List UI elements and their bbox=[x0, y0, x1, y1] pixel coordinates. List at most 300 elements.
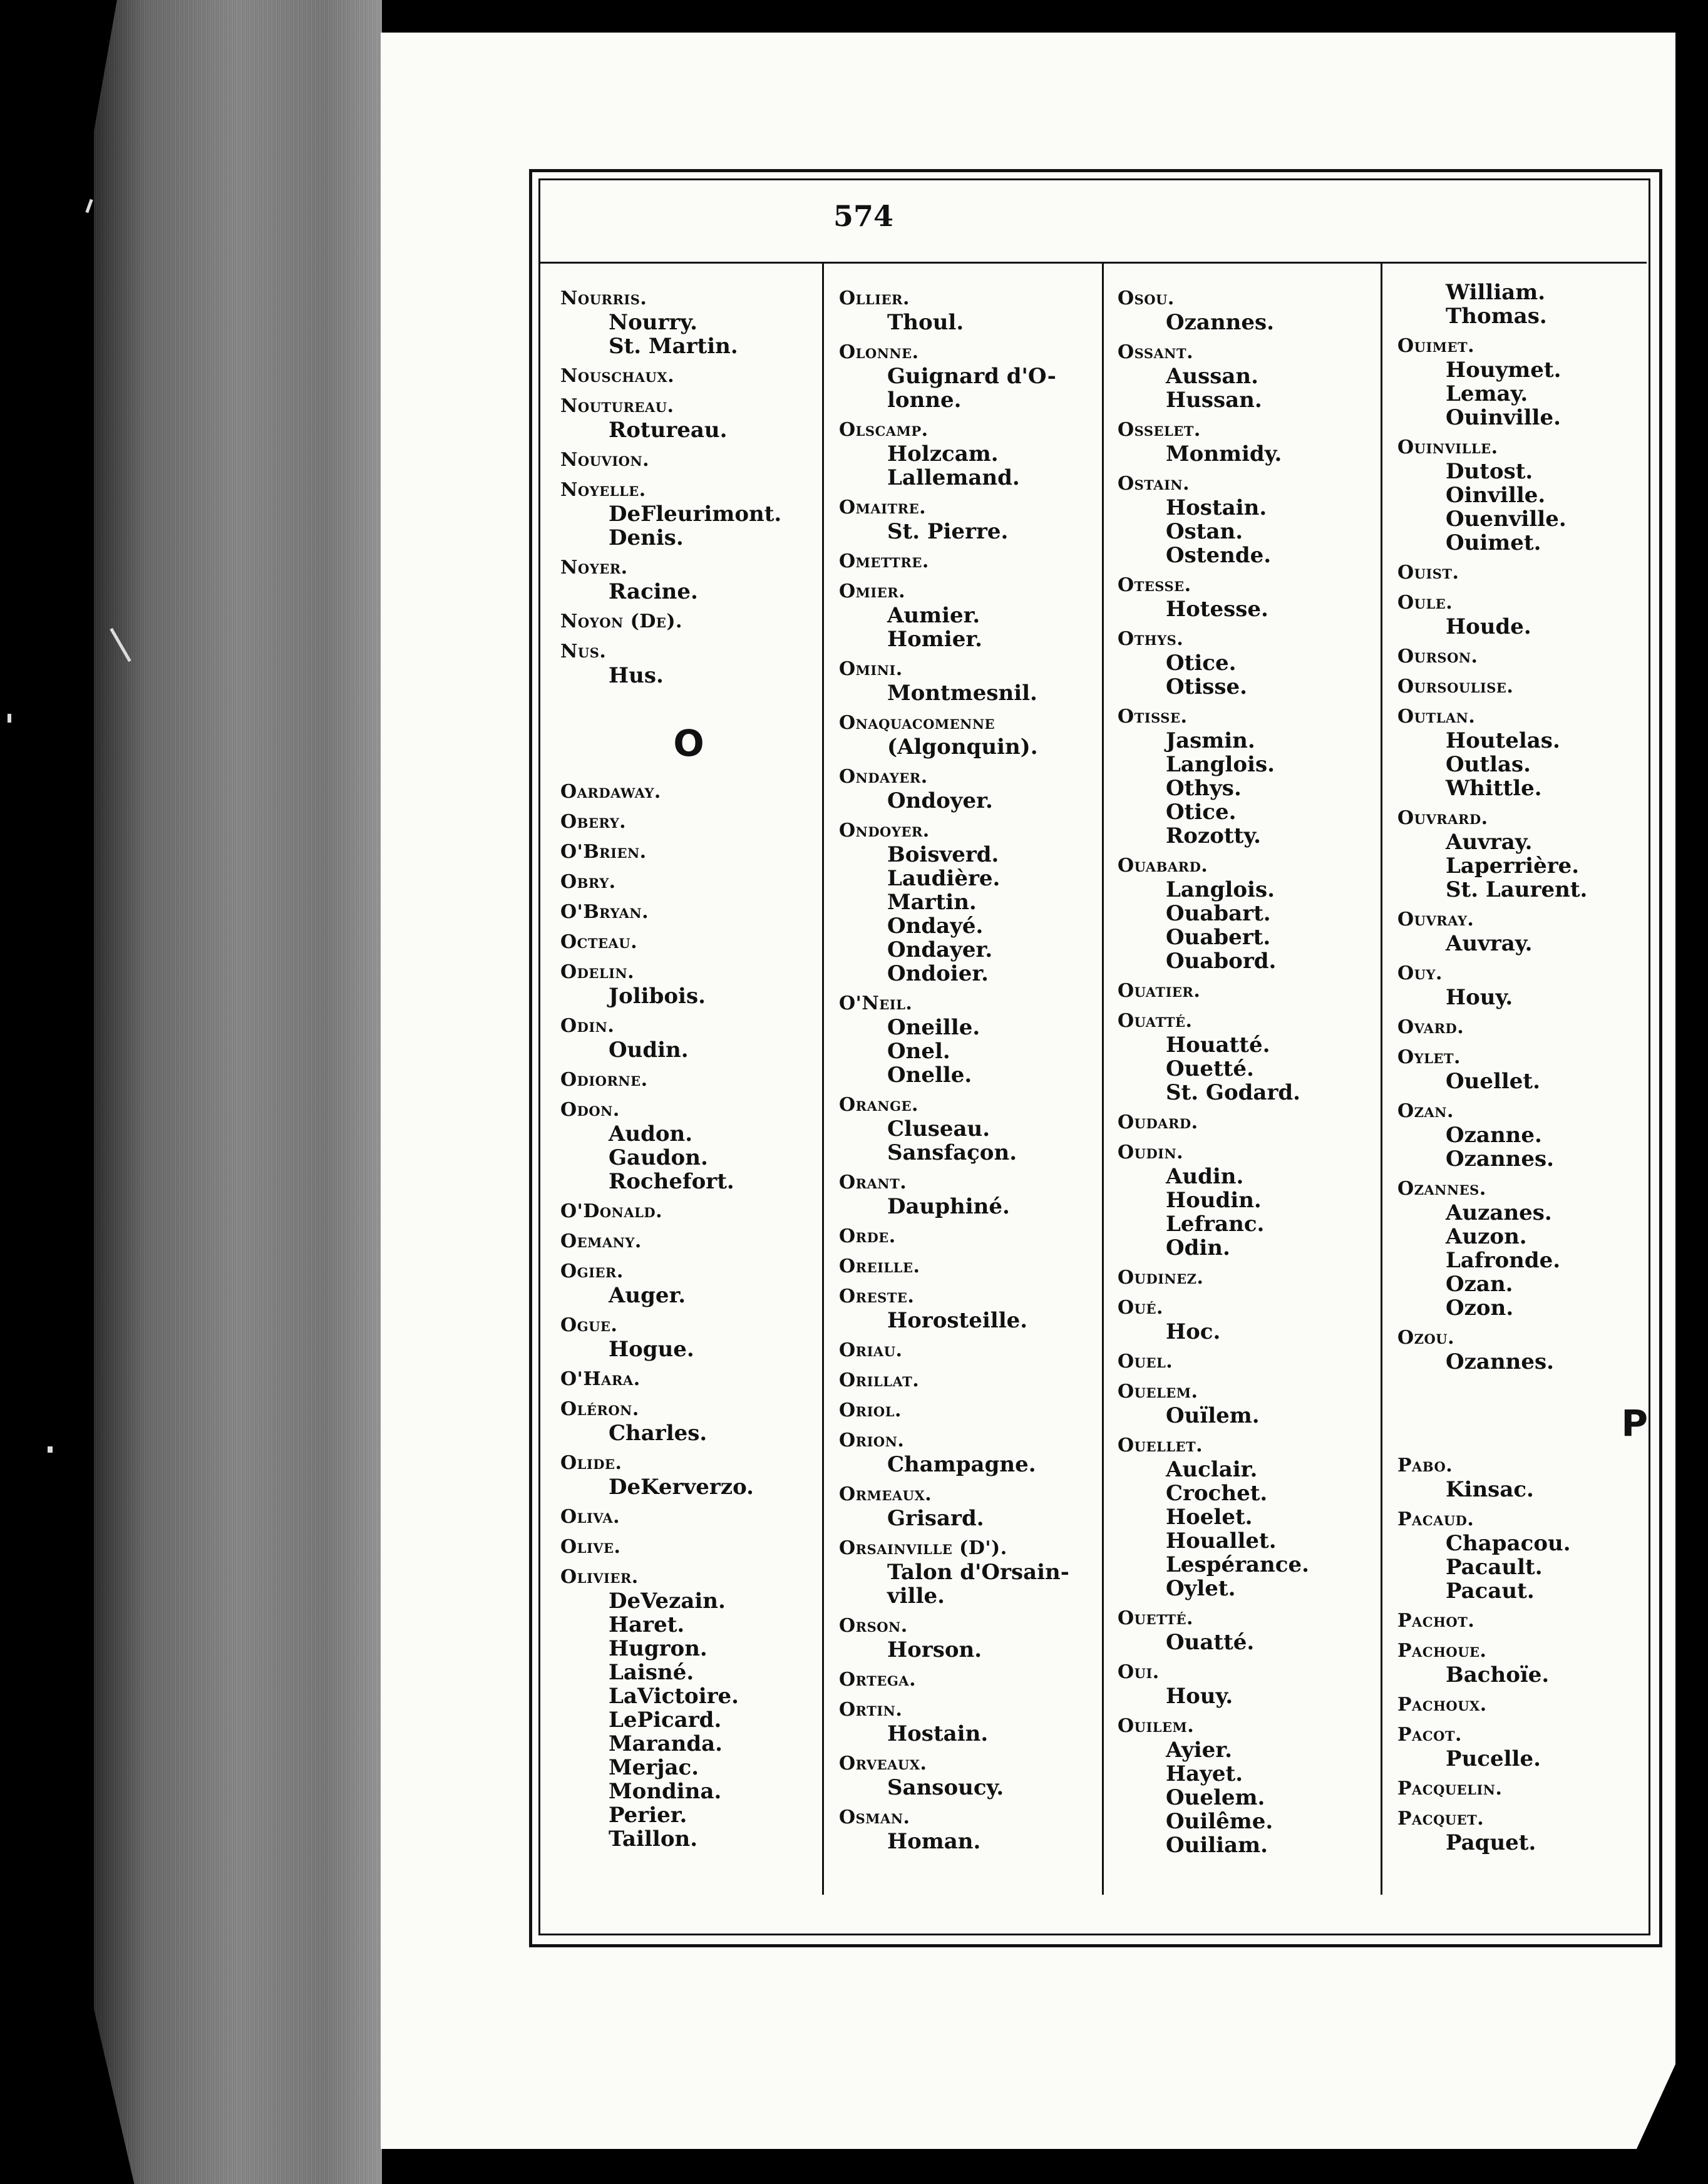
name-entry bbox=[560, 1565, 817, 1851]
entry-alias: Sansoucy. bbox=[887, 1775, 1004, 1800]
entry-alias: Ondayé. bbox=[887, 914, 984, 939]
entry-alias: Monmidy. bbox=[1166, 441, 1282, 466]
entry-surname: Oui. bbox=[1118, 1661, 1160, 1683]
entry-alias: Sansfaçon. bbox=[887, 1140, 1017, 1165]
entry-surname: Ouatté. bbox=[1118, 1010, 1193, 1032]
entry-alias: Ouenville. bbox=[1446, 507, 1567, 532]
entry-surname: Olonne. bbox=[839, 341, 919, 363]
entry-surname: Ollier. bbox=[839, 287, 910, 309]
entry-alias: Otice. bbox=[1166, 800, 1237, 825]
entry-surname: Ovard. bbox=[1397, 1016, 1464, 1038]
entry-surname: Oardaway. bbox=[560, 781, 661, 803]
name-entry bbox=[560, 870, 817, 894]
entry-alias: LaVictoire. bbox=[609, 1684, 739, 1709]
entry-alias: Charles. bbox=[609, 1421, 707, 1446]
entry-alias: Champagne. bbox=[887, 1452, 1036, 1477]
entry-surname: Ouilem. bbox=[1118, 1715, 1195, 1737]
entry-surname: O'Neil. bbox=[839, 992, 913, 1014]
name-entry bbox=[560, 448, 817, 472]
entry-surname: Ozou. bbox=[1397, 1327, 1455, 1349]
name-entry bbox=[839, 1806, 1096, 1853]
entry-surname: Ozan. bbox=[1397, 1100, 1454, 1122]
entry-surname: Orange. bbox=[839, 1094, 918, 1116]
entry-alias: Rochefort. bbox=[609, 1169, 734, 1194]
entry-surname: Odelin. bbox=[560, 961, 635, 983]
name-entry bbox=[1397, 1326, 1654, 1374]
entry-alias: DeKerverzo. bbox=[609, 1475, 754, 1500]
name-entry bbox=[1118, 1607, 1374, 1654]
entry-surname: Oué. bbox=[1118, 1297, 1163, 1319]
entry-surname: Osman. bbox=[839, 1806, 910, 1828]
entry-surname: Noyon (De). bbox=[560, 610, 682, 632]
name-entry bbox=[1118, 1380, 1374, 1428]
entry-alias: Rotureau. bbox=[609, 418, 728, 443]
name-entry bbox=[1118, 854, 1374, 973]
entry-alias: Dauphiné. bbox=[887, 1194, 1010, 1219]
entry-surname: Pachot. bbox=[1397, 1610, 1475, 1632]
name-entry bbox=[1397, 1639, 1654, 1687]
entry-surname: Orillat. bbox=[839, 1369, 920, 1391]
page-number: 574 bbox=[833, 199, 894, 233]
name-entry bbox=[1397, 281, 1654, 328]
entry-surname: Omaitre. bbox=[839, 497, 927, 518]
entry-alias: Audon. bbox=[609, 1121, 693, 1146]
name-entry bbox=[1397, 1693, 1654, 1717]
entry-alias: Auclair. bbox=[1166, 1457, 1258, 1482]
entry-surname: Orveaux. bbox=[839, 1753, 927, 1774]
entry-surname: Octeau. bbox=[560, 931, 638, 953]
entry-alias: Lafronde. bbox=[1446, 1248, 1561, 1273]
entry-alias: Aussan. bbox=[1166, 364, 1258, 389]
entry-alias: Homan. bbox=[887, 1829, 981, 1854]
entry-surname: Ozannes. bbox=[1397, 1178, 1486, 1200]
entry-surname: Othys. bbox=[1118, 628, 1184, 650]
name-entry bbox=[839, 1093, 1096, 1165]
entry-alias: Pucelle. bbox=[1446, 1746, 1541, 1771]
entry-surname: O'Hara. bbox=[560, 1368, 640, 1390]
name-entry bbox=[839, 1255, 1096, 1279]
entry-alias: Hostain. bbox=[887, 1721, 989, 1746]
entry-alias: Denis. bbox=[609, 525, 684, 550]
name-entry bbox=[839, 1537, 1096, 1608]
entry-alias: Guignard d'O- bbox=[887, 364, 1056, 389]
header-rule bbox=[540, 262, 1647, 264]
entry-alias: Hotesse. bbox=[1166, 597, 1268, 622]
entry-alias: Boisverd. bbox=[887, 842, 999, 867]
entry-alias: Ouatté. bbox=[1166, 1630, 1255, 1655]
name-entry bbox=[560, 810, 817, 834]
name-entry bbox=[560, 1260, 817, 1307]
entry-surname: Pacot. bbox=[1397, 1724, 1462, 1746]
entry-alias: Aumier. bbox=[887, 603, 980, 628]
entry-alias: Oylet. bbox=[1166, 1576, 1236, 1601]
name-entry bbox=[560, 1230, 817, 1254]
name-entry bbox=[839, 711, 1096, 759]
name-entry bbox=[1118, 1141, 1374, 1260]
entry-alias: Pacaut. bbox=[1446, 1579, 1535, 1604]
entry-surname: Nus. bbox=[560, 641, 607, 662]
name-entry bbox=[839, 1285, 1096, 1332]
entry-alias: Auvray. bbox=[1446, 830, 1533, 855]
entry-alias: St. Martin. bbox=[609, 334, 738, 359]
entry-surname: Oreste. bbox=[839, 1285, 915, 1307]
entry-alias: Lemay. bbox=[1446, 381, 1528, 406]
entry-alias: Hoelet. bbox=[1166, 1505, 1253, 1530]
entry-surname: O'Donald. bbox=[560, 1200, 663, 1222]
entry-surname: Orsainville (D'). bbox=[839, 1537, 1007, 1559]
name-entry bbox=[839, 341, 1096, 412]
name-entry bbox=[839, 1614, 1096, 1662]
entry-surname: Nourris. bbox=[560, 287, 647, 309]
name-entry bbox=[560, 930, 817, 954]
name-entry bbox=[839, 1483, 1096, 1530]
entry-alias: Ouabord. bbox=[1166, 949, 1277, 974]
name-entry bbox=[839, 550, 1096, 574]
entry-alias: Onelle. bbox=[887, 1063, 972, 1088]
entry-alias: Racine. bbox=[609, 579, 698, 604]
entry-surname: Oursoulise. bbox=[1397, 676, 1514, 698]
entry-surname: Ouimet. bbox=[1397, 335, 1475, 357]
entry-surname: Ossant. bbox=[1118, 341, 1194, 363]
name-entry bbox=[560, 1014, 817, 1062]
name-entry bbox=[1397, 1046, 1654, 1093]
entry-alias: Mondina. bbox=[609, 1779, 722, 1804]
entry-alias: St. Laurent. bbox=[1446, 877, 1588, 902]
entry-surname: Noutureau. bbox=[560, 395, 674, 417]
name-entry bbox=[839, 580, 1096, 651]
entry-alias: Oinville. bbox=[1446, 483, 1546, 508]
entry-surname: Osou. bbox=[1118, 287, 1175, 309]
entry-alias: Hostain. bbox=[1166, 495, 1267, 520]
name-entry bbox=[1397, 806, 1654, 902]
entry-alias: Lallemand. bbox=[887, 465, 1020, 490]
name-entry bbox=[1397, 1723, 1654, 1771]
entry-alias: Laudière. bbox=[887, 866, 1001, 891]
entry-surname: Orson. bbox=[839, 1615, 908, 1637]
entry-alias: Merjac. bbox=[609, 1755, 699, 1780]
entry-surname: Otisse. bbox=[1118, 706, 1188, 728]
name-entry bbox=[1118, 1296, 1374, 1344]
entry-alias: Langlois. bbox=[1166, 877, 1275, 902]
entry-alias: Otisse. bbox=[1166, 674, 1247, 699]
entry-alias: Odin. bbox=[1166, 1235, 1230, 1260]
name-entry bbox=[560, 287, 817, 358]
name-entry bbox=[1118, 627, 1374, 699]
entry-surname: Oriol. bbox=[839, 1399, 902, 1421]
name-entry bbox=[560, 556, 817, 604]
name-entry bbox=[560, 610, 817, 634]
name-entry bbox=[560, 1451, 817, 1499]
name-entry bbox=[560, 840, 817, 864]
name-entry bbox=[1118, 705, 1374, 848]
entry-alias: Auzon. bbox=[1446, 1224, 1527, 1249]
name-entry bbox=[839, 765, 1096, 813]
entry-surname: Ogue. bbox=[560, 1314, 618, 1336]
entry-surname: Oudard. bbox=[1118, 1111, 1198, 1133]
book-page-edges bbox=[94, 0, 382, 2184]
entry-surname: Obery. bbox=[560, 811, 627, 833]
name-entry bbox=[560, 640, 817, 688]
entry-surname: Oudinez. bbox=[1118, 1267, 1204, 1289]
entry-alias: Hogue. bbox=[609, 1337, 694, 1362]
entry-surname: Olivier. bbox=[560, 1566, 639, 1588]
entry-alias: Hayet. bbox=[1166, 1761, 1243, 1786]
name-entry bbox=[1118, 287, 1374, 334]
name-entry bbox=[1397, 908, 1654, 956]
name-entry bbox=[839, 1399, 1096, 1423]
entry-alias: Ouïlem. bbox=[1166, 1403, 1260, 1428]
margin-mark bbox=[48, 1446, 53, 1453]
entry-alias: Auger. bbox=[609, 1283, 686, 1308]
entry-surname: Oylet. bbox=[1397, 1046, 1461, 1068]
name-entry bbox=[839, 1369, 1096, 1393]
entry-alias: Ayier. bbox=[1166, 1738, 1232, 1763]
name-entry bbox=[560, 900, 817, 924]
entry-alias: Cluseau. bbox=[887, 1116, 990, 1141]
entry-alias: Thoul. bbox=[887, 310, 964, 335]
name-entry bbox=[560, 1505, 817, 1529]
name-entry bbox=[1118, 979, 1374, 1003]
entry-alias: Ouabart. bbox=[1166, 901, 1271, 926]
name-entry bbox=[560, 1535, 817, 1559]
name-entry bbox=[560, 1098, 817, 1193]
entry-alias: William. bbox=[1446, 280, 1546, 305]
entry-alias: Ouabert. bbox=[1166, 925, 1271, 950]
name-entry bbox=[560, 394, 817, 442]
entry-surname: Oreille. bbox=[839, 1255, 920, 1277]
entry-alias: Grisard. bbox=[887, 1506, 984, 1531]
entry-alias: Ouetté. bbox=[1166, 1056, 1254, 1081]
name-entry bbox=[1397, 1508, 1654, 1603]
column-4 bbox=[1397, 281, 1654, 1855]
entry-surname: Oliva. bbox=[560, 1506, 620, 1528]
entry-surname: Ouelem. bbox=[1118, 1381, 1198, 1403]
entry-surname: Orde. bbox=[839, 1225, 896, 1247]
entry-surname: Oléron. bbox=[560, 1398, 639, 1420]
entry-alias: Ouellet. bbox=[1446, 1069, 1540, 1094]
name-entry bbox=[1397, 1807, 1654, 1855]
entry-alias: DeFleurimont. bbox=[609, 502, 782, 527]
name-entry bbox=[560, 478, 817, 550]
entry-surname: O'Brien. bbox=[560, 841, 647, 863]
entry-alias: Horosteille. bbox=[887, 1308, 1028, 1333]
entry-alias: Perier. bbox=[609, 1803, 687, 1828]
entry-surname: Pacaud. bbox=[1397, 1508, 1474, 1530]
entry-alias: Onel. bbox=[887, 1039, 950, 1064]
entry-surname: Ostain. bbox=[1118, 473, 1190, 495]
entry-alias: Ozannes. bbox=[1446, 1349, 1555, 1374]
entry-surname: Ouetté. bbox=[1118, 1607, 1193, 1629]
entry-alias: Maranda. bbox=[609, 1731, 723, 1756]
name-entry bbox=[1397, 1777, 1654, 1801]
entry-alias: Whittle. bbox=[1446, 776, 1542, 801]
entry-alias: Crochet. bbox=[1166, 1481, 1268, 1506]
name-entry bbox=[839, 1429, 1096, 1476]
entry-surname: Ouel. bbox=[1118, 1351, 1173, 1373]
name-entry bbox=[1397, 561, 1654, 585]
entry-alias: Ostan. bbox=[1166, 519, 1243, 544]
name-entry bbox=[1118, 418, 1374, 466]
entry-alias: Houtelas. bbox=[1446, 728, 1560, 753]
name-entry bbox=[1397, 334, 1654, 430]
name-entry bbox=[1118, 1661, 1374, 1708]
entry-surname: Pabo. bbox=[1397, 1455, 1453, 1476]
entry-surname: Ourson. bbox=[1397, 646, 1478, 667]
entry-surname: Ouvrard. bbox=[1397, 807, 1488, 829]
name-entry bbox=[1397, 705, 1654, 800]
name-entry bbox=[839, 287, 1096, 334]
name-entry bbox=[839, 1171, 1096, 1218]
entry-alias: Ozannes. bbox=[1446, 1146, 1555, 1172]
entry-alias: Gaudon. bbox=[609, 1145, 708, 1170]
entry-alias: St. Godard. bbox=[1166, 1080, 1300, 1105]
section-letter: O bbox=[673, 722, 704, 765]
name-entry bbox=[1118, 1009, 1374, 1105]
entry-alias: LePicard. bbox=[609, 1708, 722, 1733]
entry-alias: Laisné. bbox=[609, 1660, 694, 1685]
entry-alias: Kinsac. bbox=[1446, 1477, 1534, 1502]
name-entry bbox=[1118, 1266, 1374, 1290]
entry-surname: Ouist. bbox=[1397, 562, 1459, 584]
column-divider bbox=[1102, 264, 1104, 1895]
entry-alias: Ostende. bbox=[1166, 543, 1272, 568]
entry-alias: Hussan. bbox=[1166, 388, 1262, 413]
entry-alias: Jasmin. bbox=[1166, 728, 1255, 753]
entry-surname: Olide. bbox=[560, 1452, 622, 1474]
column-divider bbox=[1381, 264, 1382, 1895]
entry-alias: Ozanne. bbox=[1446, 1123, 1542, 1148]
entry-surname: Obry. bbox=[560, 871, 616, 893]
entry-surname: Omini. bbox=[839, 658, 903, 680]
name-entry bbox=[839, 1225, 1096, 1249]
entry-alias: Homier. bbox=[887, 627, 982, 652]
entry-surname: Ouy. bbox=[1397, 962, 1443, 984]
name-entry bbox=[1118, 472, 1374, 567]
entry-surname: Oudin. bbox=[1118, 1141, 1184, 1163]
entry-alias: Hus. bbox=[609, 663, 664, 688]
entry-surname: Olscamp. bbox=[839, 419, 929, 441]
name-entry bbox=[560, 1368, 817, 1391]
entry-alias: Houde. bbox=[1446, 614, 1531, 639]
entry-alias: Othys. bbox=[1166, 776, 1242, 801]
entry-alias: Ondoier. bbox=[887, 961, 989, 986]
section-letter: P bbox=[1621, 1402, 1648, 1445]
name-entry bbox=[839, 1752, 1096, 1800]
name-entry bbox=[839, 1339, 1096, 1362]
entry-surname: Pacquet. bbox=[1397, 1808, 1484, 1830]
name-entry bbox=[1118, 341, 1374, 412]
entry-surname: Olive. bbox=[560, 1536, 621, 1558]
entry-surname: Ortin. bbox=[839, 1699, 903, 1721]
entry-surname: Oule. bbox=[1397, 592, 1453, 614]
entry-alias: Ondoyer. bbox=[887, 788, 993, 813]
entry-surname: Ondoyer. bbox=[839, 820, 930, 842]
entry-alias: Chapacou. bbox=[1446, 1531, 1571, 1556]
name-entry bbox=[560, 1200, 817, 1223]
entry-alias: Houy. bbox=[1446, 985, 1513, 1010]
entry-surname: Ormeaux. bbox=[839, 1483, 932, 1505]
entry-alias: Martin. bbox=[887, 890, 977, 915]
entry-alias: Taillon. bbox=[609, 1826, 698, 1852]
entry-alias: Ouiliam. bbox=[1166, 1833, 1268, 1858]
entry-alias: Bachoïe. bbox=[1446, 1662, 1550, 1687]
name-entry bbox=[560, 961, 817, 1008]
name-entry bbox=[1397, 436, 1654, 555]
entry-alias: St. Pierre. bbox=[887, 519, 1009, 544]
entry-surname: Ogier. bbox=[560, 1260, 624, 1282]
name-entry bbox=[1118, 1714, 1374, 1857]
entry-alias: Ouinville. bbox=[1446, 405, 1561, 430]
entry-alias: Houdin. bbox=[1166, 1188, 1262, 1213]
entry-alias: Ozan. bbox=[1446, 1272, 1513, 1297]
entry-surname: Pachoue. bbox=[1397, 1640, 1487, 1662]
entry-surname: Osselet. bbox=[1118, 419, 1201, 441]
name-entry bbox=[839, 496, 1096, 543]
name-entry bbox=[839, 1698, 1096, 1746]
entry-alias: Ozon. bbox=[1446, 1295, 1514, 1321]
entry-alias: (Algonquin). bbox=[887, 734, 1038, 760]
entry-surname: Nouvion. bbox=[560, 449, 650, 471]
entry-surname: Ouellet. bbox=[1118, 1435, 1203, 1456]
entry-surname: Oriau. bbox=[839, 1339, 903, 1361]
column-2 bbox=[839, 281, 1096, 1853]
entry-alias: Langlois. bbox=[1166, 752, 1275, 777]
name-entry bbox=[1397, 1016, 1654, 1039]
name-entry bbox=[1118, 574, 1374, 621]
entry-surname: Omettre. bbox=[839, 550, 929, 572]
name-entry bbox=[560, 1314, 817, 1361]
entry-alias: Houatté. bbox=[1166, 1033, 1270, 1058]
entry-surname: Odon. bbox=[560, 1099, 620, 1121]
entry-alias: Houy. bbox=[1166, 1684, 1233, 1709]
column-3 bbox=[1118, 281, 1374, 1857]
entry-alias: Oudin. bbox=[609, 1038, 689, 1063]
name-entry bbox=[839, 418, 1096, 490]
name-entry bbox=[1397, 645, 1654, 669]
entry-surname: Nouschaux. bbox=[560, 365, 675, 387]
entry-alias: Lespérance. bbox=[1166, 1552, 1309, 1577]
entry-surname: Otesse. bbox=[1118, 574, 1191, 596]
column-divider bbox=[822, 264, 824, 1895]
entry-surname: Onaquacomenne bbox=[839, 712, 995, 734]
name-entry bbox=[839, 1668, 1096, 1692]
name-entry bbox=[1397, 1454, 1654, 1502]
name-entry bbox=[560, 780, 817, 804]
name-entry bbox=[1118, 1111, 1374, 1135]
entry-surname: Ondayer. bbox=[839, 766, 928, 788]
entry-alias: Outlas. bbox=[1446, 752, 1531, 777]
entry-surname: Oemany. bbox=[560, 1230, 642, 1252]
entry-surname: O'Bryan. bbox=[560, 901, 649, 923]
entry-alias: Paquet. bbox=[1446, 1830, 1536, 1855]
name-entry bbox=[1397, 675, 1654, 699]
entry-alias: Thomas. bbox=[1446, 304, 1547, 329]
entry-surname: Odin. bbox=[560, 1015, 615, 1037]
margin-mark bbox=[8, 714, 11, 723]
entry-surname: Omier. bbox=[839, 580, 906, 602]
name-entry bbox=[1397, 962, 1654, 1009]
column-1 bbox=[560, 281, 817, 1851]
entry-surname: Orant. bbox=[839, 1172, 907, 1193]
entry-alias: Talon d'Orsain- bbox=[887, 1560, 1069, 1585]
entry-alias: Oneille. bbox=[887, 1015, 980, 1040]
entry-alias: Rozotty. bbox=[1166, 823, 1262, 848]
entry-alias: Pacault. bbox=[1446, 1555, 1543, 1580]
entry-alias: Auzanes. bbox=[1446, 1200, 1552, 1225]
entry-surname: Orion. bbox=[839, 1429, 905, 1451]
entry-alias: Dutost. bbox=[1446, 459, 1533, 484]
name-entry bbox=[1397, 1609, 1654, 1633]
